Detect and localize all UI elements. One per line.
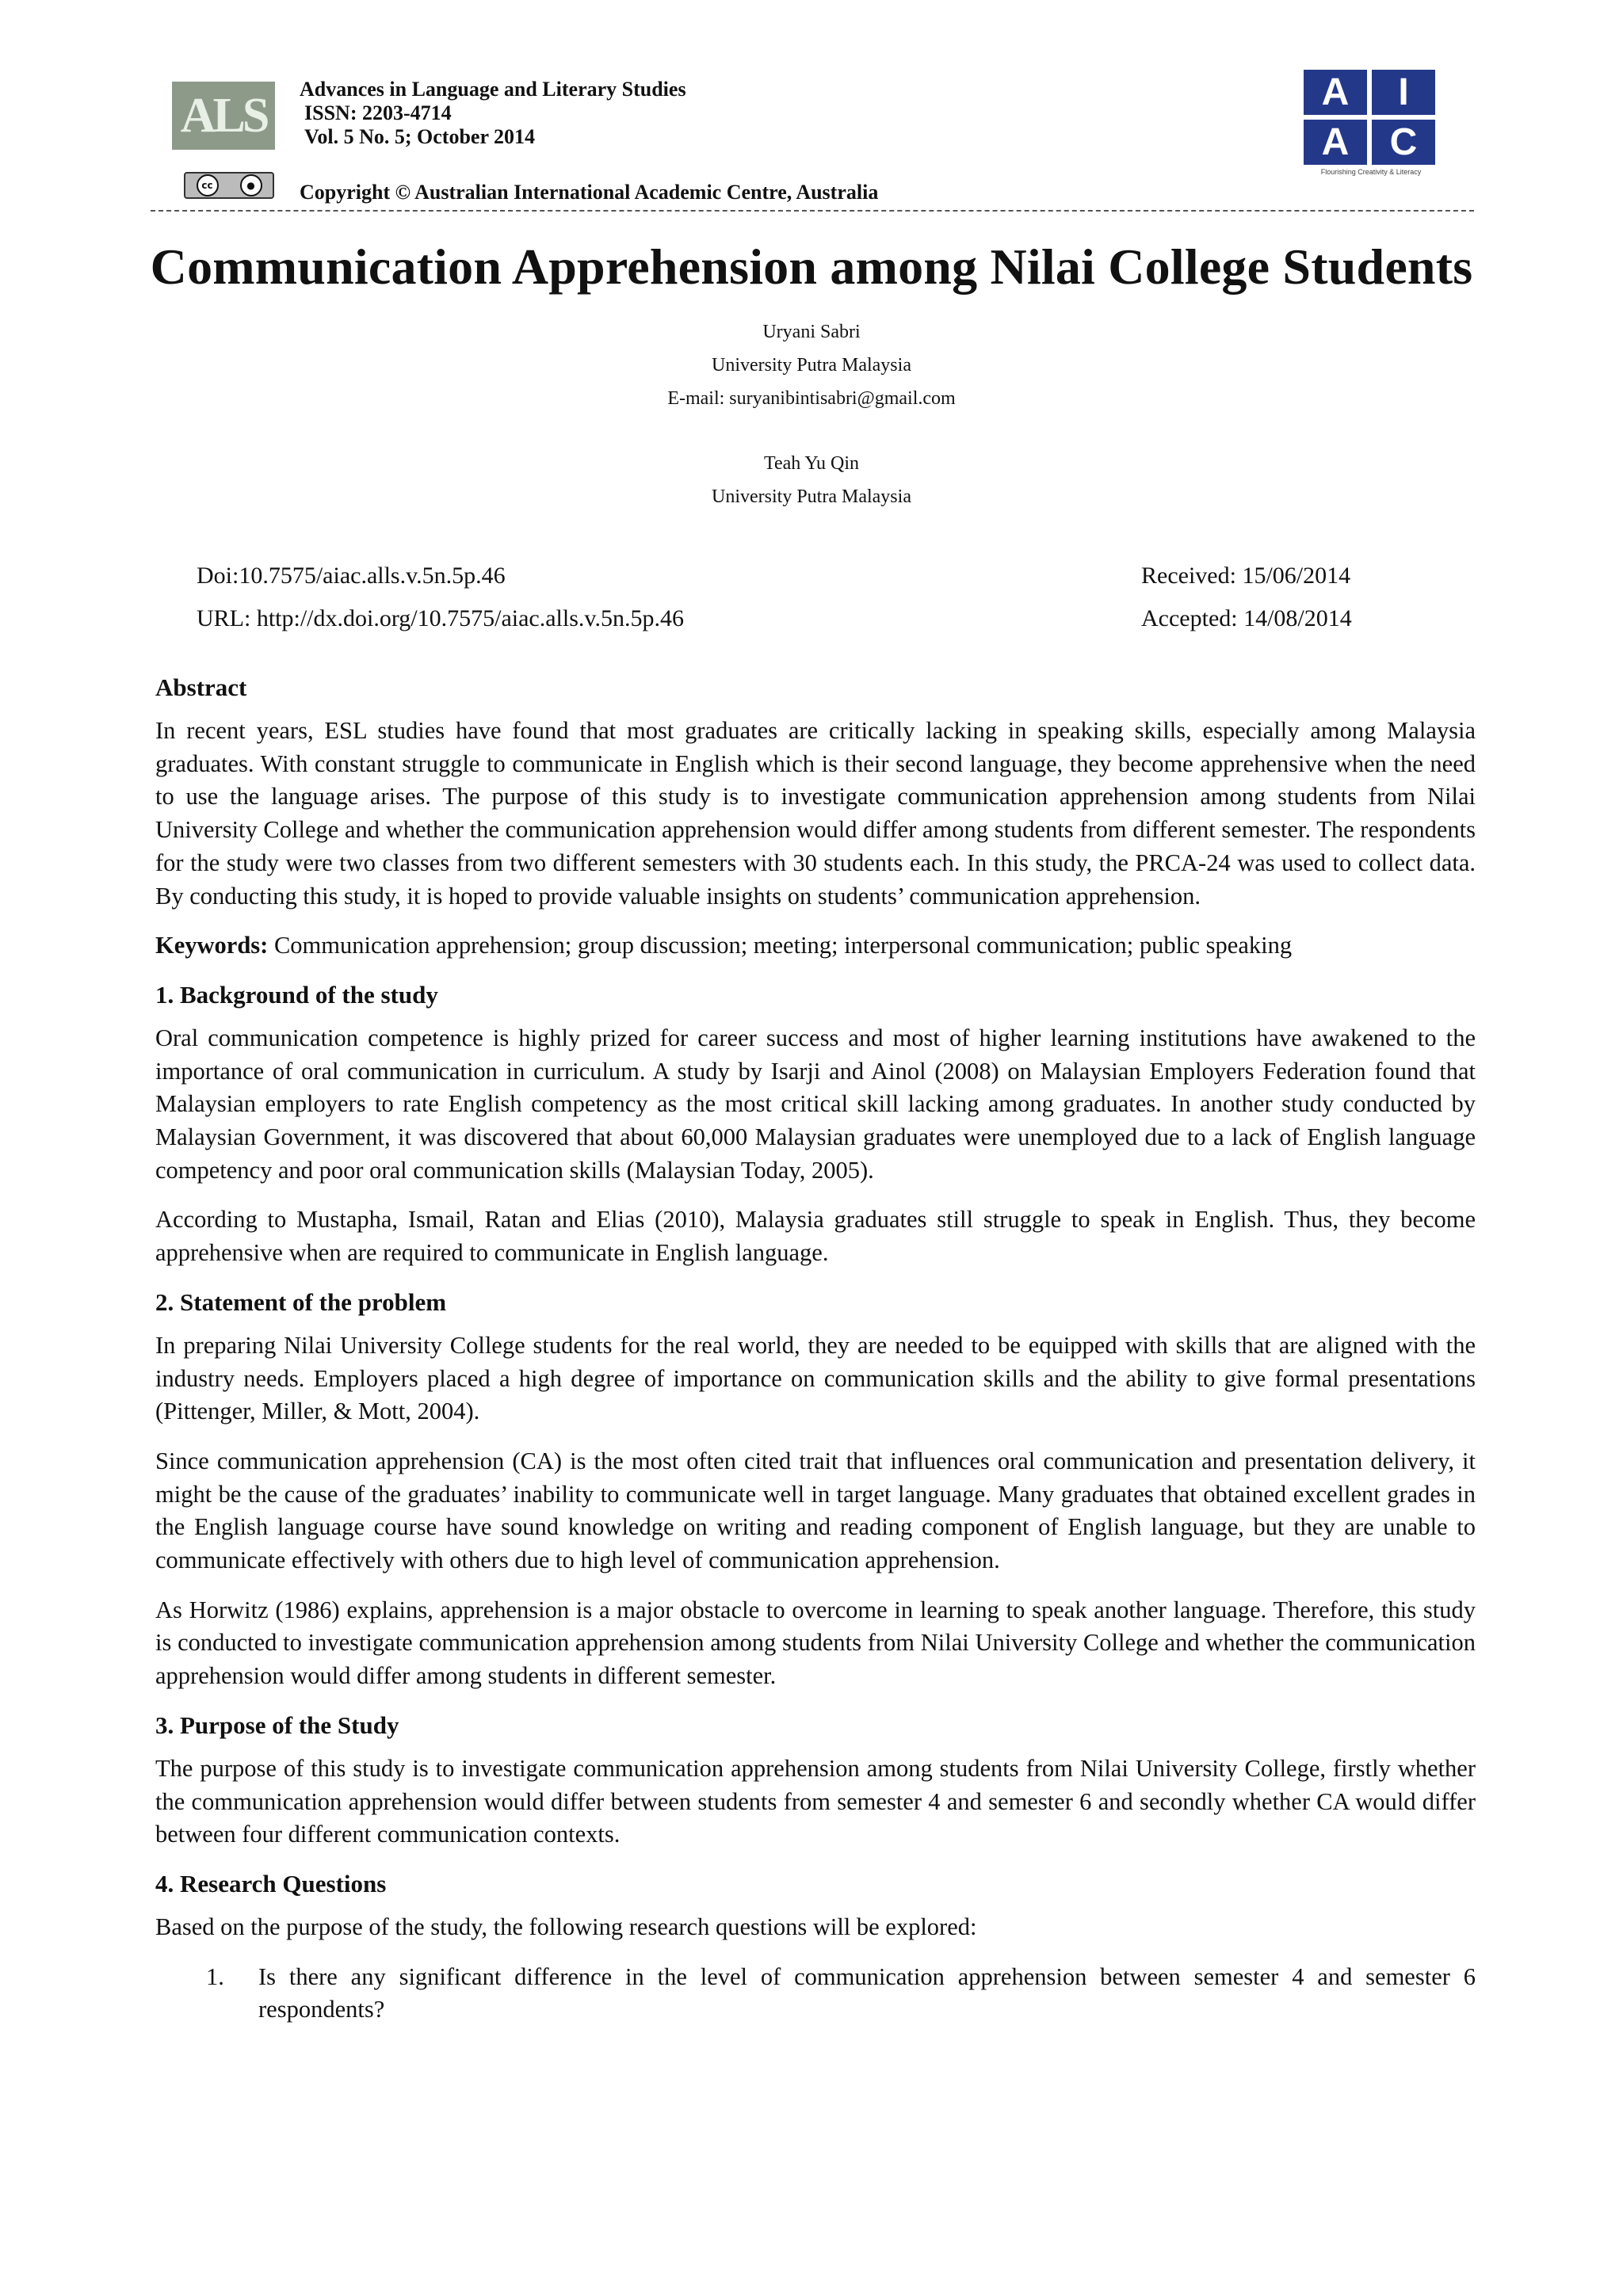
paragraph: Based on the purpose of the study, the following research questions will be explored:	[155, 1913, 977, 1940]
journal-issn: ISSN: 2203-4714	[304, 101, 452, 124]
copyright-notice: Copyright © Australian International Academic Centre, Australia	[300, 181, 879, 204]
als-journal-logo	[172, 82, 275, 150]
aiac-tagline: Flourishing Creativity & Literacy	[1320, 168, 1422, 176]
cc-icon: cc	[197, 174, 219, 196]
author-affiliation: University Putra Malaysia	[712, 486, 911, 507]
author-email[interactable]: E-mail: suryanibintisabri@gmail.com	[667, 388, 956, 409]
aiac-letter: A	[1304, 70, 1367, 115]
journal-info	[300, 78, 686, 149]
author-affiliation: University Putra Malaysia	[712, 355, 911, 376]
section-heading: 3. Purpose of the Study	[155, 1711, 399, 1739]
paragraph: According to Mustapha, Ismail, Ratan and Elias (2010), Malaysia graduates still struggle to speak in English. Thus, they become apprehensive when are required to communicate in English language.	[155, 1206, 1476, 1267]
paragraph: Since communication apprehension (CA) is the most often cited trait that influences oral communication and presentation delivery, it might be the cause of the graduates’ inability to communicate well in target language. Many graduates that obtained excellent grades in the English language course have sound knowledge on writing and reading component of English language, but they are unable to communicate effectively with others due to high level of communication apprehension.	[155, 1447, 1476, 1574]
section-heading: 1. Background of the study	[155, 980, 438, 1009]
author-name: Teah Yu Qin	[763, 453, 860, 474]
abstract-text: In recent years, ESL studies have found that most graduates are critically lacking in speaking skills, especially among Malaysia graduates. With constant struggle to communicate in English which is their second language, they become apprehensive when the need to use the language arises. The purpose of this study is to investigate communication apprehension among students from Nilai University College and whether the communication apprehension would differ among students from different semester. The respondents for the study were two classes from two different semesters with 30 students each. In this study, the PRCA-24 was used to collect data. By conducting this study, it is hoped to provide valuable insights on students’ communication apprehension.	[155, 717, 1476, 910]
article-body	[155, 672, 1476, 2027]
paper-title: Communication Apprehension among Nilai College Students	[150, 238, 1473, 295]
aiac-letter: A	[1304, 120, 1367, 165]
article-identifiers	[197, 555, 684, 640]
section-heading: 2. Statement of the problem	[155, 1287, 447, 1316]
keywords-text: Communication apprehension; group discussion; meeting; interpersonal communication; public speaking	[268, 932, 1293, 959]
journal-volume: Vol. 5 No. 5; October 2014	[304, 125, 536, 148]
paragraph: As Horwitz (1986) explains, apprehension is a major obstacle to overcome in learning to speak another language. Therefore, this study is conducted to investigate communication apprehension among students from Nilai University College and whether the communication apprehension would differ among students in different semester.	[155, 1596, 1476, 1690]
keywords-label: Keywords:	[155, 932, 269, 959]
list-number: 1.	[206, 1962, 224, 1990]
section-heading: 4. Research Questions	[155, 1869, 387, 1897]
abstract-heading: Abstract	[155, 673, 247, 701]
aiac-letter: I	[1372, 70, 1435, 115]
attribution-icon: ●	[240, 174, 262, 196]
doi: Doi:10.7575/aiac.alls.v.5n.5p.46	[197, 563, 506, 589]
article-dates	[1141, 555, 1352, 640]
paragraph: The purpose of this study is to investigate communication apprehension among students from Nilai University College, firstly whether the communication apprehension would differ between students from semester 4 and semester 6 and secondly whether CA would differ between four different communication contexts.	[155, 1754, 1476, 1848]
paragraph: In preparing Nilai University College students for the real world, they are needed to be equipped with skills that are aligned with the industry needs. Employers placed a high degree of importance on communication skills and the ability to give formal presentations (Pittenger, Miller, & Mott, 2004).	[155, 1331, 1476, 1425]
list-text: Is there any significant difference in the level of communication apprehension between semester 4 and semester 6 respondents?	[258, 1962, 1476, 2023]
journal-name: Advances in Language and Literary Studies	[300, 78, 686, 101]
accepted-date: Accepted: 14/08/2014	[1141, 605, 1352, 631]
received-date: Received: 15/06/2014	[1141, 563, 1351, 589]
author-block	[0, 315, 1623, 513]
als-logo-text: ALS	[180, 89, 267, 143]
author-name: Uryani Sabri	[762, 322, 861, 342]
article-url[interactable]: URL: http://dx.doi.org/10.7575/aiac.alls.v.5n.5p.46	[197, 605, 684, 631]
aiac-letter: C	[1372, 120, 1435, 165]
keywords	[155, 929, 1476, 963]
list-item	[155, 1961, 1476, 2027]
creative-commons-badge	[184, 172, 274, 199]
header-divider	[151, 210, 1474, 212]
aiac-logo	[1304, 70, 1438, 181]
paragraph: Oral communication competence is highly prized for career success and most of higher learning institutions have awakened to the importance of oral communication in curriculum. A study by Isarji and Ainol (2008) on Malaysian Employers Federation found that Malaysian employers to rate English competency as the most critical skill lacking among graduates. In another study conducted by Malaysian Government, it was discovered that about 60,000 Malaysian graduates were unemployed due to a lack of English language competency and poor oral communication skills (Malaysian Today, 2005).	[155, 1024, 1476, 1184]
research-questions-list	[155, 1961, 1476, 2027]
